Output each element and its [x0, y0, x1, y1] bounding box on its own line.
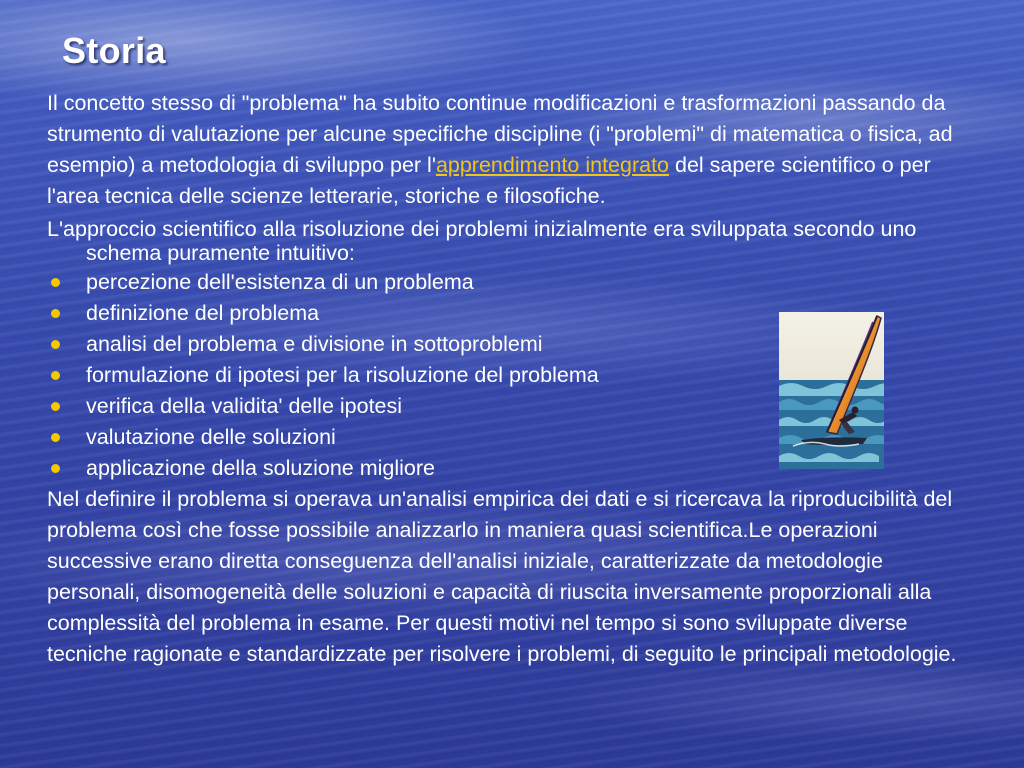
bullet-icon	[51, 402, 60, 411]
list-item-text: percezione dell'esistenza di un problema	[86, 270, 474, 294]
list-item-text: analisi del problema e divisione in sottoproblemi	[86, 332, 543, 356]
windsurfer-clipart	[779, 312, 884, 469]
list-item-text: valutazione delle soluzioni	[86, 425, 336, 449]
list-item-text: applicazione della soluzione migliore	[86, 456, 435, 480]
bullet-icon	[51, 464, 60, 473]
list-item-text: formulazione di ipotesi per la risoluzione del problema	[86, 363, 599, 387]
bullet-icon	[51, 433, 60, 442]
list-item	[47, 267, 967, 298]
bullet-icon	[51, 309, 60, 318]
list-item-text: definizione del problema	[86, 301, 320, 325]
bullet-icon	[51, 371, 60, 380]
slide-title: Storia	[62, 30, 166, 71]
conclusion-paragraph: Nel definire il problema si operava un'analisi empirica dei dati e si ricercava la riproducibilità del problema così che fosse possibile analizzarlo in maniera quasi scientifica.Le operazioni successive erano diretta conseguenza dell'analisi iniziale, caratterizzate da metodologie personali, disomogeneità delle soluzioni e capacità di riuscita inversamente proporzionali alla complessità del problema in esame. Per questi motivi nel tempo si sono sviluppate diverse tecniche ragionate e standardizzate per risolvere i problemi, di seguito le principali metodologie.	[47, 487, 957, 666]
intro-paragraph	[47, 88, 967, 212]
apprendimento-integrato-link[interactable]: apprendimento integrato	[435, 153, 670, 177]
intro-text-before-link: Il concetto stesso di "problema" ha subito continue modificazioni e trasformazioni passando da strumento di valutazione per alcune specifiche discipline (i "problemi" di matematica o fisica, ad esempio) a metodologia di sviluppo per l'	[47, 91, 953, 177]
bullet-icon	[51, 340, 60, 349]
approach-paragraph: L'approccio scientifico alla risoluzione dei problemi inizialmente era sviluppata secondo uno schema puramente intuitivo:	[47, 217, 917, 265]
bullet-icon	[51, 278, 60, 287]
intro-text-after-link: del sapere scientifico o per l'area tecnica delle scienze letterarie, storiche e filosofiche.	[47, 153, 931, 208]
list-item-text: verifica della validita' delle ipotesi	[86, 394, 403, 418]
